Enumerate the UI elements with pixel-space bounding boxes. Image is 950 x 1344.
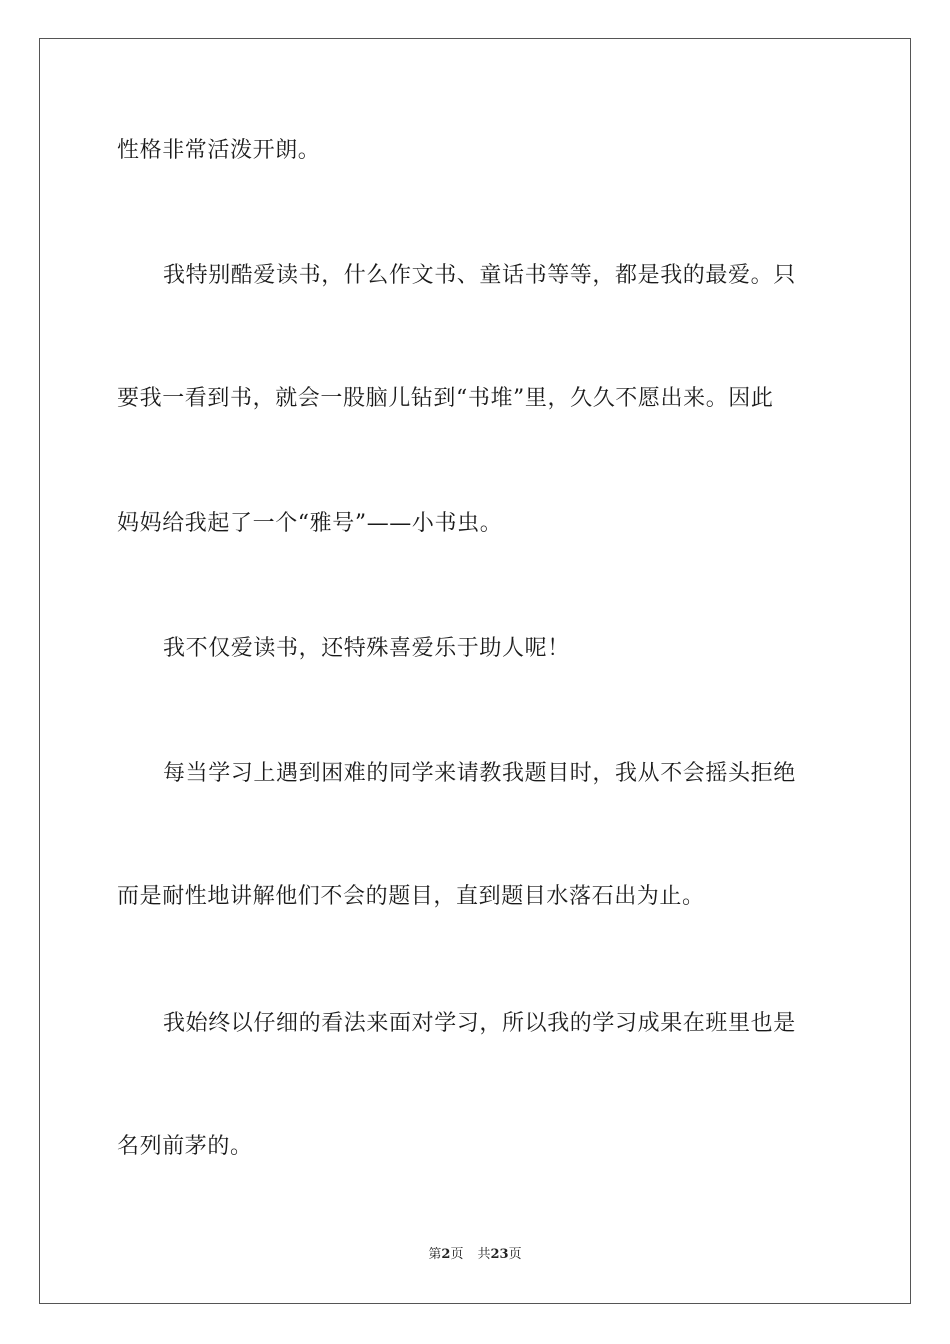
total-suffix: 页 [508, 1247, 522, 1262]
total-pages: 23 [490, 1247, 509, 1262]
total-prefix: 共 [477, 1247, 491, 1262]
page-border [39, 38, 911, 1304]
text-line-2: 我特别酷爱读书，什么作文书、童话书等等，都是我的最爱。只 [163, 263, 796, 288]
page-prefix: 第 [428, 1247, 442, 1262]
text-line-8: 我始终以仔细的看法来面对学习，所以我的学习成果在班里也是 [163, 1011, 796, 1036]
page-number: 2 [441, 1247, 451, 1262]
text-line-4: 妈妈给我起了一个“雅号”——小书虫。 [117, 511, 503, 536]
page-suffix: 页 [450, 1247, 464, 1262]
text-line-7: 而是耐性地讲解他们不会的题目，直到题目水落石出为止。 [117, 884, 705, 909]
text-line-5: 我不仅爱读书，还特殊喜爱乐于助人呢！ [163, 636, 570, 661]
text-line-9: 名列前茅的。 [117, 1134, 253, 1159]
text-line-6: 每当学习上遇到困难的同学来请教我题目时，我从不会摇头拒绝 [163, 761, 796, 786]
text-line-1: 性格非常活泼开朗。 [117, 138, 321, 163]
text-line-3: 要我一看到书，就会一股脑儿钻到“书堆”里，久久不愿出来。因此 [117, 386, 774, 411]
page-footer [0, 1246, 950, 1264]
